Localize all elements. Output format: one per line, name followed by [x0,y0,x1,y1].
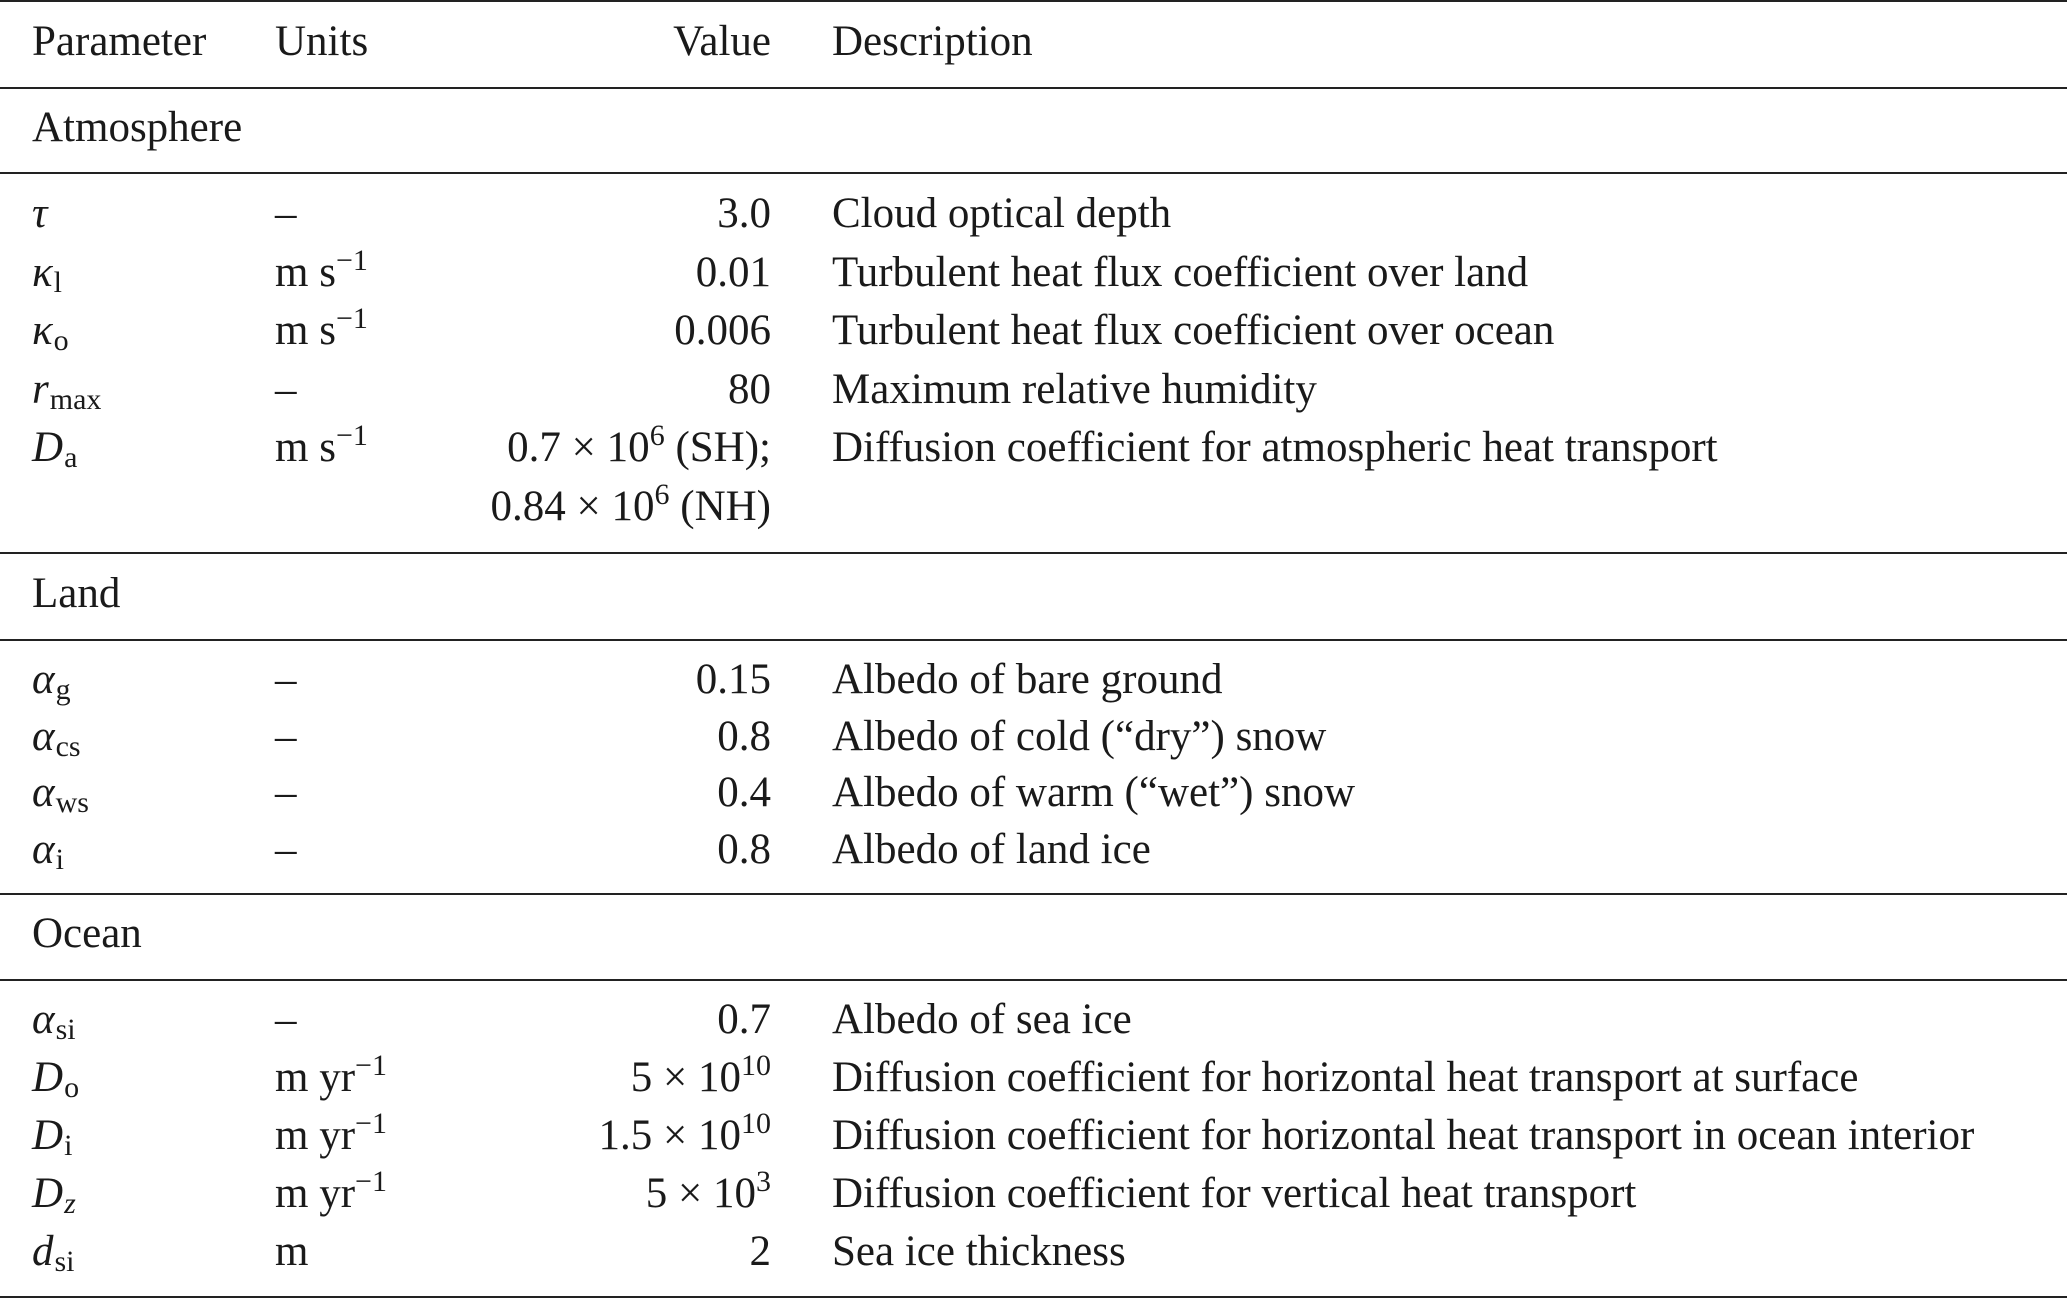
table-row [0,765,2067,821]
symbol-subscript: o [64,1071,80,1104]
units-text: – [275,656,297,703]
units-cell [275,186,297,242]
description-cell: Turbulent heat flux coefficient over ocean [832,307,1555,354]
parameter-symbol [32,992,76,1052]
section-rule [0,979,2067,981]
table-row [0,1108,2067,1164]
description-cell: Albedo of cold (“dry”) snow [832,712,1327,760]
units-cell [275,362,297,418]
section-title: Atmosphere [32,104,243,151]
parameter-symbol [32,245,62,305]
value-cell [507,420,771,480]
units-text: m yr [275,1170,356,1217]
table-row [0,303,2067,359]
units-cell [275,652,297,708]
units-text: m s [275,248,336,296]
description-cell: Diffusion coefficient for horizontal heat transport at surface [832,1054,1859,1101]
table-top-rule [0,0,2067,2]
header-value: Value [673,18,771,65]
value-text: 2 [749,1228,771,1275]
value-text: 0.7 × 10 [507,424,650,471]
symbol-subscript: max [49,382,102,416]
value-text: 80 [728,365,771,413]
units-exponent: −1 [355,1049,387,1082]
units-text: – [275,190,297,237]
units-cell [275,1166,387,1226]
description-cell: Cloud optical depth [832,190,1172,237]
units-cell [275,303,368,363]
parameter-symbol [32,362,101,422]
units-cell [275,765,297,821]
units-text: – [275,712,297,760]
value-cell [728,362,771,418]
parameter-symbol [32,420,77,480]
units-cell [275,1050,387,1110]
description-cell: Maximum relative humidity [832,365,1317,413]
symbol-subscript: i [64,1129,73,1162]
section-rule [0,172,2067,174]
symbol-subscript: si [55,1013,76,1046]
value-text: 0.4 [717,769,771,816]
section-bottom-rule [0,552,2067,554]
units-text: m yr [275,1054,356,1101]
units-exponent: −1 [335,419,368,452]
symbol-subscript: ws [55,786,89,819]
table-row [0,652,2067,708]
value-cell [717,822,771,878]
units-text: m s [275,424,336,471]
header-description: Description [832,18,1033,65]
table-row [0,420,2067,476]
units-text: – [275,996,297,1043]
value-suffix: (NH) [669,482,771,530]
parameter-symbol [32,1050,79,1110]
units-text: m s [275,307,336,354]
units-cell [275,1108,387,1168]
symbol-main: τ [32,190,48,237]
parameter-symbol [32,186,47,242]
symbol-main: α [32,825,55,873]
description-cell: Diffusion coefficient for atmospheric heat transport [832,424,1718,471]
parameter-symbol [32,709,81,769]
header-rule [0,87,2067,89]
value-text: 0.006 [674,307,771,354]
parameter-symbol [32,765,89,825]
value-suffix: (SH); [664,424,771,471]
symbol-main: D [32,1054,64,1101]
value-cell [696,652,771,708]
header-units: Units [275,18,369,65]
units-cell [275,992,297,1048]
header-parameter: Parameter [32,18,207,65]
units-text: – [275,769,297,816]
description-cell: Sea ice thickness [832,1228,1126,1275]
symbol-subscript: cs [55,729,81,763]
description-cell: Albedo of sea ice [832,996,1132,1043]
value-text: 1.5 × 10 [598,1112,741,1159]
units-exponent: −1 [335,243,368,277]
symbol-subscript: si [54,1245,75,1278]
value-cell [631,1050,771,1110]
units-exponent: −1 [355,1165,387,1198]
value-text: 5 × 10 [630,1054,741,1101]
table-row [0,1166,2067,1222]
units-cell [275,709,297,765]
table-row [0,1050,2067,1106]
value-text: 5 × 10 [645,1170,756,1217]
parameter-symbol [32,1224,75,1284]
symbol-subscript: a [64,441,78,474]
units-text: m [275,1228,309,1275]
symbol-main: α [32,769,55,816]
table-row [0,186,2067,242]
description-cell: Diffusion coefficient for horizontal heat transport in ocean interior [832,1112,1975,1159]
value-text: 0.84 × 10 [490,482,655,530]
value-cell [717,992,771,1048]
description-cell: Diffusion coefficient for vertical heat transport [832,1170,1637,1217]
value-text: 0.15 [695,656,771,703]
value-text: 0.7 [717,996,771,1043]
description-cell: Albedo of bare ground [832,656,1223,703]
table-header-row [0,14,2067,70]
value-text: 0.8 [717,825,771,873]
value-cell [674,303,771,359]
value-cell [717,765,771,821]
table-row [0,992,2067,1048]
parameter-symbol [32,1166,76,1226]
value-text: 3.0 [717,190,771,237]
table-row [0,479,2067,535]
parameter-symbol [32,1108,72,1168]
units-text: – [275,825,297,873]
symbol-main: α [32,656,55,703]
value-cell [750,1224,772,1280]
section-rule [0,639,2067,641]
value-exponent: 10 [741,1107,771,1140]
value-exponent: 10 [741,1049,771,1082]
symbol-main: r [32,365,49,413]
symbol-main: α [32,996,55,1043]
table-row [0,362,2067,418]
value-cell [646,1166,771,1226]
units-cell [275,822,297,878]
symbol-subscript: l [53,265,62,299]
units-exponent: −1 [335,302,368,335]
value-cell [696,245,771,301]
table-row [0,245,2067,301]
section-title: Ocean [32,910,142,957]
value-text: 0.8 [717,712,771,760]
value-exponent: 6 [649,419,665,452]
section-title: Land [32,570,121,617]
symbol-main: d [32,1228,54,1275]
value-text: 0.01 [695,248,771,296]
value-cell [717,709,771,765]
units-text: m yr [275,1112,356,1159]
symbol-main: D [32,1170,64,1217]
units-cell [275,1224,308,1280]
value-exponent: 6 [654,477,670,511]
section-bottom-rule [0,893,2067,895]
symbol-subscript: i [55,842,64,876]
symbol-subscript: g [55,673,71,706]
units-cell [275,245,368,305]
symbol-main: κ [32,248,53,296]
symbol-subscript: z [64,1187,76,1220]
symbol-main: D [32,424,64,471]
symbol-subscript: o [53,324,69,357]
description-cell: Albedo of warm (“wet”) snow [832,769,1355,816]
table-row [0,822,2067,878]
parameter-symbol [32,822,64,882]
value-cell [717,186,771,242]
units-cell [275,420,368,480]
value-cell [490,479,771,539]
table-row [0,1224,2067,1280]
description-cell: Turbulent heat flux coefficient over land [832,248,1529,296]
value-cell [598,1108,771,1168]
symbol-main: κ [32,307,53,354]
units-exponent: −1 [355,1107,387,1140]
parameter-symbol [32,652,71,712]
value-exponent: 3 [756,1165,771,1198]
table-row [0,709,2067,765]
units-text: – [275,365,297,413]
symbol-main: D [32,1112,64,1159]
symbol-main: α [32,712,55,760]
parameter-symbol [32,303,69,363]
description-cell: Albedo of land ice [832,825,1151,873]
